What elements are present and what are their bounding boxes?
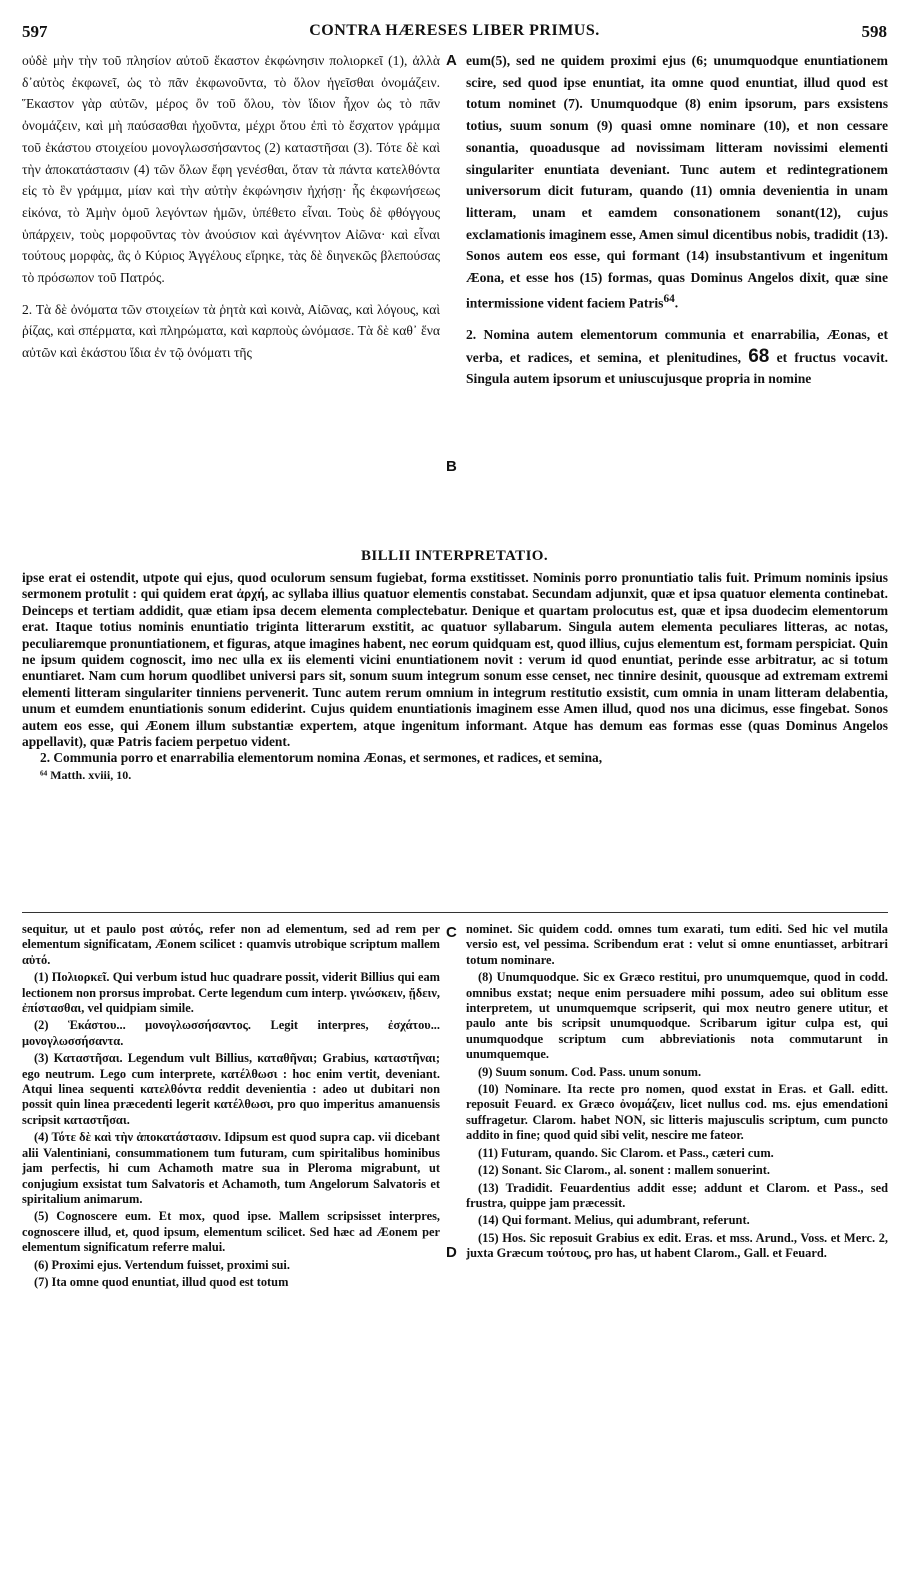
billii-paragraph-2: 2. Communia porro et enarrabilia elementorum nomina Æonas, et sermones, et radices, et semina, <box>40 750 603 766</box>
note-left-2: (2) Ἑκάστου... μονογλωσσήσαντος. Legit interpres, ἐσχάτου... μονογλωσσήσαντα. <box>22 1018 440 1048</box>
note-right-2: (9) Suum sonum. Cod. Pass. unum sonum. <box>478 1064 702 1079</box>
latin-section-1: eum(5), sed ne quidem proximi ejus (6; unumquodque enuntiationem scire, sed quod ipse enuntiat, ita omne quod enuntiat, illud quod est totum nominet (7). Unumquodque (8) enim ipsorum, pars exsistens totius, suum sonum (9) quasi omne nominare (10), et non cessare sonantia, quoadusque ad novissimam litteram novissimi elementi singulariter enuntiata deveniant. Tunc autem et redintegrationem universorum dicit futuram, quando (11) omnia devenientia in unam litteram, unam et eamdem consonationem sonant(12), cujus exclamationis imaginem esse, Amen simul dicentibus nobis, tradidit (13). Sonos autem eos esse, qui formant (14) insubstantivum et ingenitum Æona, et esse hos (15) formas, quas Dominus Angelos dixit, quæ sine intermissione vident faciem Patris$^{64}$. <box>466 53 888 311</box>
note-left-7: (7) Ita omne quod enuntiat, illud quod est totum <box>34 1274 289 1289</box>
greek-section-2: 2. Τὰ δὲ ὀνόματα τῶν στοιχείων τὰ ῥητὰ καὶ κοινὰ, Αἰῶνας, καὶ λόγους, καὶ ῥίζας, καὶ σπέρματα, καὶ πληρώματα, καὶ καρποὺς ὠνόμασε. Τὰ δὲ καθ᾽ ἕνα αὐτῶν καὶ ἑκάστου ἴδια ἐν τῷ ὀνόματι τῆς <box>22 301 440 361</box>
right-page-number: 598 <box>861 22 887 41</box>
note-right-5: (12) Sonant. Sic Clarom., al. sonent : mallem sonuerint. <box>478 1163 770 1178</box>
billii-interpretatio <box>22 570 888 783</box>
latin-text-column <box>466 50 888 390</box>
note-right-6: (13) Tradidit. Feuardentius addit esse; addunt et Clarom. et Pass., sed frustra, quippe jam præcessit. <box>466 1180 888 1210</box>
note-right-4: (11) Futuram, quando. Sic Clarom. et Pass., cæteri cum. <box>478 1145 774 1160</box>
latin-section-2 <box>466 324 888 390</box>
latin-section-2a: 2. Nomina autem elementorum communia et enarrabilia, Æonas, et verba, et radices, et semina, et plenitudines, <box>466 326 888 365</box>
note-left-6: (6) Proximi ejus. Vertendum fuisset, proximi sui. <box>34 1257 290 1272</box>
billii-footnote: ⁶⁴ Matth. xviii, 10. <box>40 767 132 782</box>
page-badge: 68 <box>748 345 770 367</box>
notes-right-column <box>466 922 888 1264</box>
note-left-0: sequitur, ut et paulo post αὐτός, refer non ad elementum, sed ad rem per elementum significatam, Æonem scilicet : quamvis utrobique scriptum mallem αὐτό. <box>22 922 440 967</box>
billii-heading: BILLII INTERPRETATIO. <box>360 548 549 564</box>
greek-text-column <box>22 50 440 364</box>
latin-section-1-text: eum(5), sed ne quidem proximi ejus (6; unumquodque enuntiationem scire, sed quod ipse enuntiat, ita omne quod enuntiat, illud quod est totum nominet (7). Unumquodque (8) enim ipsorum, pars exsistens totius, suum sonum (9) quasi omne nominare (10), et non cessare sonantia, quoadusque ad novissimam litteram novissimi elementi singulariter enuntiata deveniant. Tunc autem et redintegrationem universorum dicit futuram, quando (11) omnia devenientia in unam litteram, unam et eamdem consonationem sonant(12), cujus exclamationis imaginem esse, Amen simul dicentibus nobis, tradidit (13). Sonos autem eos esse, qui formant (14) insubstantivum et ingenitum Æona, et esse hos (15) formas, quas Dominus Angelos dixit, quæ sine intermissione vident faciem Patris <box>466 53 888 311</box>
note-left-3: (3) Καταστῆσαι. Legendum vult Billius, καταθῆναι; Grabius, καταστῆναι; ego neutrum. Lego cum interprete, κατέλθωσι : hoc enim vertit, deveniant. Atqui linea sequenti κατελθόντα reddit devenientia : adeo ut dubitari non possit quin linea præcedenti legerit κατέλθωσι, pro quo imperitus amanuensis scripsit καταστῆσαι. <box>22 1051 440 1127</box>
margin-marker-a: A <box>446 52 457 69</box>
left-page-number: 597 <box>22 22 48 41</box>
latin-section-2b: et fructus vocavit. Singula autem ipsorum et uniuscujusque propria in nomine <box>466 349 888 387</box>
greek-section-1: οὐδὲ μὴν τὴν τοῦ πλησίον αὐτοῦ ἕκαστον ἐκφώνησιν πολιορκεῖ (1), ἀλλὰ δ᾽αὐτὸς ἐκφωνεῖ, ὡς τὸ πᾶν ἐκφωνοῦντα, τὸ ὅλον ἡγεῖσθαι ὀνομάζειν. Ἕκαστον γὰρ αὐτῶν, μέρος ὂν τοῦ ὅλου, τὸν ἴδιον ἦχον ὡς τὸ πᾶν ὀνομάζειν, καὶ μὴ παύσασθαι ἠχοῦντα, μέχρι ὅτου ἐπὶ τὸ ἔσχατον γράμμα τοῦ ἑκάστου στοιχείου μονογλωσσήσαντος (2) καταστῆσαι (3). Τότε δὲ καὶ τὴν ἀποκατάστασιν (4) τῶν ὅλων ἔφη γενέσθαι, ὅταν τὰ πάντα κατελθόντα εἰς τὸ ἓν γράμμα, μίαν καὶ τὴν αὐτὴν ἐκφώνησιν ἠχήσῃ· ἧς ἐκφωνήσεως εἰκόνα, τὸ Ἀμὴν ὁμοῦ λεγόντων ἡμῶν, ὑπέθετο εἶναι. Τοὺς δὲ φθόγγους ὑπάρχειν, τοὺς μορφοῦντας τὸν ἀνούσιον καὶ ἀγέννητον Αἰῶνα· καὶ εἶναι τούτους μορφὰς, ἃς ὁ Κύριος Ἀγγέλους εἴρηκε, τὰς δὲ διηνεκῶς βλεπούσας τὸ πρόσωπον τοῦ Πατρός. <box>22 53 440 286</box>
margin-marker-d: D <box>446 1244 457 1261</box>
billii-paragraph-1: ipse erat ei ostendit, utpote qui ejus, quod oculorum sensum fugiebat, forma exstitisset. Nominis porro pronuntiatio talis fuit. Primum nominis ipsius sermonem protulit : qui quidem erat ἀρχή, ac syllaba illius quatuor elementis constabat. Secundam adjunxit, quæ et ipsa quatuor elementa continebat. Deinceps et tertiam addidit, quæ etiam ipsa decem elementa complectebatur. Denique et quartam prolocutus est, quæ et ipsa duodecim elementorum erat. Itaque totius nominis enuntiatio triginta litterarum exstitit, ac quatuor syllabarum. Singula autem elementa peculiares litteras, ac notas, peculiaremque pronuntiationem, et figuras, atque imagines habent, nec eorum quidquam est, quod illius, cujus elementum est, formam perspiciat. Quin ne ipsum quidem cognoscit, imo nec ulla ex iis elementi vicini enuntiationem novit : verum id quod enuntiat, perinde esse arbitratur, ac si totum enuntiaret. Nam cum horum quodlibet universi pars sit, sonum suum integrum sonum esse censet, nec tinnire desinit, quousque ad extremam extremi elementi litteram singulariter tinniens pervenerit. Tunc autem rerum omnium in integrum restitutio exsistit, cum omnia in unam litteram delabentia, unum et eumdem enuntiationis sonum ediderint. Cujus quidem enuntiationis imaginem esse Amen illud, quod nos una dicimus, esse fingebat. Sonos autem eos esse, qui Æonem illum substantiæ expertem, atque ingenitum informant. Atque has demum eas formas esse (quas Dominus Angelos appellavit), quæ Patris faciem perpetuo vident. <box>22 570 888 750</box>
notes-divider <box>22 912 888 913</box>
footnote-ref-64: 64 <box>663 292 675 305</box>
note-left-4: (4) Τότε δὲ καὶ τὴν ἀποκατάστασιν. Idipsum est quod supra cap. vii dicebant alii Valentiniani, consummationem tum futuram, cum spiritalibus hominibus jam perfectis, hi cum Achamoth matre sua in Pleroma migrabunt, ut conjugium exsistat tum Salvatoris et Achamoth, tum Angelorum Salvatoris et spiritalium animarum. <box>22 1130 440 1206</box>
note-left-5: (5) Cognoscere eum. Et mox, quod ipse. Mallem scripsisset interpres, cognoscere illud, et, quod ipsum, elementum scilicet. Sed hæc ad Æonem per elementum significatum referre malui. <box>22 1209 440 1255</box>
running-title: CONTRA HÆRESES LIBER PRIMUS. <box>309 22 600 39</box>
note-right-8: (15) Hos. Sic reposuit Grabius ex edit. Eras. et mss. Arund., Voss. et Merc. 2, juxta Græcum τούτους, pro has, ut habent Clarom., Gall. et Feuard. <box>466 1230 888 1261</box>
margin-marker-c: C <box>446 924 457 941</box>
note-right-0: nominet. Sic quidem codd. omnes tum exarati, tum editi. Sed hic vel mutila versio est, vel pessima. Scribendum erat : velut si omne enuntiasset, arbitrari totum nominare. <box>466 922 888 967</box>
margin-marker-b: B <box>446 458 457 475</box>
note-right-1: (8) Unumquodque. Sic ex Græco restitui, pro unumquemque, quod in codd. omnibus exstat; neque enim persuadere mihi possum, adeo sui oblitum esse interpretem, ut unumquemque scripserit, qui mox neutro genere utitur, et paulo ante bis scripsit unumquodque. Scribarum igitur culpa est, qui unumquodque scriptum cum abbreviationis nota commutarunt in unumquemque. <box>466 970 888 1062</box>
notes-left-column <box>22 922 440 1292</box>
note-right-7: (14) Qui formant. Melius, qui adumbrant, referunt. <box>478 1213 750 1228</box>
note-left-1: (1) Πολιορκεῖ. Qui verbum istud huc quadrare possit, viderit Billius qui eam lectionem non prorsus improbat. Certe legendum cum interp. γινώσκειν, ᾔδειν, ἐπίστασθαι, vel quidpiam simile. <box>22 970 440 1016</box>
note-right-3: (10) Nominare. Ita recte pro nomen, quod exstat in Eras. et Gall. editt. reposuit Feuard. ex Græco ὀνομάζειν, licet nullus cod. ms. ejus emendationi suffragetur. Clarom. habet NON, sic litteris majusculis scriptum, cum puncto addito in fine; quod quid sibi velit, nescire me fateor. <box>466 1082 888 1143</box>
running-header <box>22 22 887 46</box>
